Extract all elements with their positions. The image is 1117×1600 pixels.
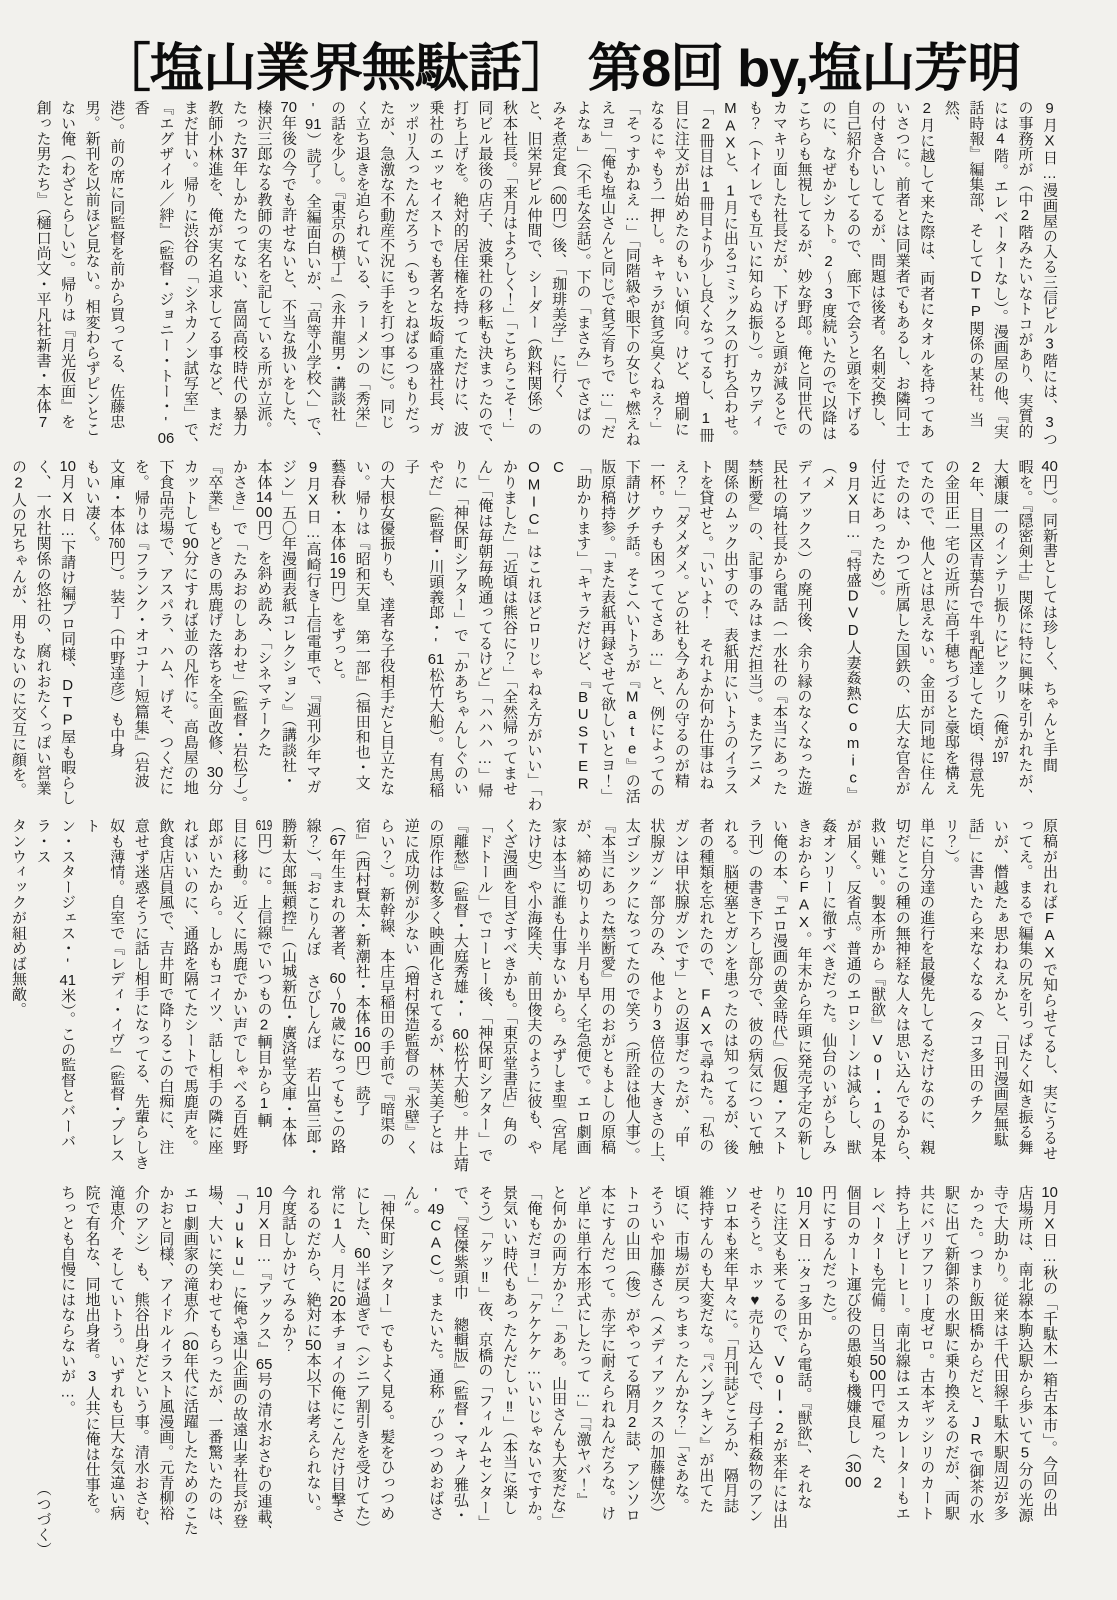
text-column: 民社の塙社長から電話（一水社の『本当にあった [770, 459, 788, 796]
text-column: MAXと、1月に出るコミックスの打ち合わせ。 [721, 100, 739, 445]
text-column: きおからFAX。年末から年頭に発売予定の新し [795, 818, 813, 1161]
text-column: 乗社のエッセイストでも著名な坂崎重盛社長、ガ [427, 100, 445, 437]
text-column: 秋本社長。「来月はよろしく！」「こちらこそ！」 [500, 100, 518, 437]
continuation-mark: （つづく） [34, 1480, 52, 1557]
text-column: 駅に出て新御茶の水駅に乗り換えるのだが、両駅 [942, 1185, 960, 1521]
text-column: 2月に越して来た際は、両者にタオルを持ってあ [918, 100, 936, 439]
text-column: たけ史）や小海隆夫、前田俊夫のように彼も、や [525, 818, 543, 1155]
text-column: ソロ本も来年早々に。「月刊誌どころか、隔月誌 [721, 1185, 739, 1513]
text-column: いが、僭越たぁ思わねえかと、「日刊漫画屋無駄 [991, 818, 1009, 1148]
text-column: てたので、他人とは思えない。金田が同地に住ん [918, 459, 936, 796]
text-column: れるのだから、絶対に50本以下は考えられない。 [304, 1185, 322, 1521]
text-column: 一杯。ウチも困っててさあ…」と、例によっての [648, 459, 666, 798]
text-column: そういや加藤さん（メディアックスの加藤健次） [648, 1185, 666, 1521]
text-column: 「俺もだヨ！」「ケケケケ…いいじゃないですか。 [525, 1185, 543, 1531]
text-column: 救い難い。製本所から『獣欲』Vol・1の見本 [869, 818, 887, 1163]
text-column: 10月X日…秋の「千駄木一箱古本市」。今回の出 [1041, 1185, 1058, 1517]
text-column: 太ゴシックになってたので笑う（所詮は他人事）。 [623, 818, 641, 1163]
text-column: エロ劇画家の滝恵介（80年代に活躍したためのこた [181, 1185, 199, 1536]
text-column: 維持すんのも大変だな。『パンプキン』が出てた [697, 1185, 715, 1513]
text-column: そう）「ケッ‼」夜、京橋の「フィルムセンター」 [476, 1185, 494, 1531]
text-column: の大根女優振りも、達者な子役相手だと目立たな [378, 459, 396, 796]
text-column: 藝春秋・本体1619円）をずっと。 [329, 459, 347, 688]
text-column: 切だとこの種の無神経な人々は思い込んでるから、 [893, 818, 911, 1170]
text-column: の付き合いしてるが、問題は後者。名刺交換し、 [869, 100, 887, 437]
text-column: まだ甘い。帰りに渋谷の「シネカノン試写室」で、 [181, 100, 199, 452]
text-column: と何かの両方か？」「ああ。山田さんも大変だな」 [550, 1185, 568, 1529]
text-column: 「神保町シアター」でもよく見る。髪をひっつめ [378, 1185, 396, 1521]
text-column: かおと同様、アイドルイラスト風漫画。元青柳裕 [157, 1185, 175, 1521]
text-column: りに注文も来てるので、Vol・2が来年には出 [770, 1185, 788, 1529]
text-column: 10月X日…タコ多田から電話。『獣欲』、それな [795, 1185, 813, 1510]
text-band-4 [30, 1185, 1061, 1557]
text-column: 版原稿持参。「また表紙再録させて欲しいとヨ！」 [599, 459, 617, 804]
text-column: 奴も薄情。自室で『レディ・イヴ』（監督・プレスト [83, 818, 126, 1163]
text-column: 姦オンリーに徹すべきだった。仙台のいがらしみ [820, 818, 838, 1155]
text-column: 介のアシ）も、熊谷出身だという事。清水おさむ、 [132, 1185, 150, 1536]
text-column: 状腺ガン〟部分のみ、他より3倍位の大きさの上、 [648, 818, 666, 1172]
text-column: 本にすんだって。赤字に耐えられねんだろな。け [599, 1185, 617, 1521]
text-column: 自己紹介もしてるので、廊下で会うと頭を下げる [844, 100, 862, 437]
text-column: 話」に書いたら来なくなる（タコ多田のチクリ？）。 [942, 818, 985, 1124]
text-column: 「Juku」に俺や遠山企画の故遠山孝社長が登 [230, 1185, 248, 1529]
text-column: 逆に成功例が少ない（増村保造監督の『氷壁』く [402, 818, 420, 1155]
text-column: く、一水社関係の悠社の、腐れおたくっぽい営業 [34, 459, 52, 796]
text-column: 創った男たち』（樋口尚文・平凡社新書・本体7 [34, 100, 52, 432]
text-column: 飲食店店員風で、吉井町で降りるこの白痴に、注 [157, 818, 175, 1155]
text-column: ッポリ入ったんだろう（もっとねばるつもりだっ [402, 100, 420, 437]
text-column: 円にするんだった）。 [820, 1185, 838, 1330]
text-column: 意せず迷惑そうに話し相手になってる、先輩らしき [132, 818, 150, 1170]
text-column: 場、大いに笑わせてもらったが、一番驚いたのは、 [206, 1185, 224, 1536]
text-column: 暇を。『隠密剣士』関係に特に興味を引かれたが、 [1016, 459, 1034, 804]
text-column: の金田正一宅の近所に高千穂ちづると豪邸を構え [942, 459, 960, 796]
text-column: 今度話しかけてみるか？ [280, 1185, 298, 1353]
text-column: も？（トイレでも互いに知らぬ振り）。カワディ [746, 100, 764, 430]
text-column: 院で有名な、同地出身者。3人共に俺は仕事を。 [83, 1185, 101, 1523]
text-column: が、締め切りより半月も早く宅急便で。エロ劇画 [574, 818, 592, 1155]
text-column: ど単に単行本形式にしたって…」「『激ヤバ！』 [574, 1185, 592, 1508]
text-column: トを貸せと。「いいよ！ それよか何か仕事はね [697, 459, 715, 791]
text-column: 70年後の今でも許せないと、不当な扱いをした、 [280, 100, 298, 437]
text-column: の話を少し。『東京の横丁』（永井龍男・講談社 [329, 100, 347, 422]
text-column: カマキリ面した社長だが、下げると頭が減るとで [770, 100, 788, 437]
text-column: '91）読了。全編面白いが、「高等小学校へ」で、 [304, 100, 322, 447]
text-column: やだ」（監督・川頭義郎・'61松竹大船）。有馬稲子 [402, 459, 445, 798]
text-column: 景気いい時代もあったんだしぃ‼」（本当に楽し [500, 1185, 518, 1515]
text-column: みそ煮定食（600円）後、「珈琲美学」に行く [550, 100, 568, 399]
text-column: なるにゃもう一押し。キャラが貧乏臭くねえ？」 [648, 100, 666, 437]
text-column: 文庫・本体760円）。装丁（中野達彦）も中身 [108, 459, 126, 758]
text-column: 店場所は、南北線本駒込駅から歩いて5分の光源 [1016, 1185, 1034, 1523]
text-column: 単に自分達の進行を最優先してるだけなのに、親 [918, 818, 936, 1155]
text-column: 『離愁』（監督・大庭秀雄・'60松竹大船）。井上靖 [451, 818, 469, 1172]
text-column: い。帰りは『昭和天皇 第一部』（福田和也・文 [353, 459, 371, 791]
text-column: 9月X日…高崎行き上信電車で、『週刊少年マガ [304, 459, 322, 795]
text-column: 目に移動。近くに馬鹿でかい声でしゃべる百姓野 [230, 818, 248, 1155]
text-column: 40円）。同新書としては珍しく、ちゃんと手間 [1041, 459, 1058, 773]
text-column: 『エグザイル／絆』（監督・ジョニー・トー・'06香 [132, 100, 175, 447]
text-column: い俺の本、『エロ漫画の黄金時代』（仮題・アスト [770, 818, 788, 1155]
text-column: 下食品売場で、アスパラ、ハム、げそ、つくだに [157, 459, 175, 796]
page-title: ［塩山業界無駄話］ 第8回 by,塩山芳明 [96, 40, 1021, 98]
text-column: 下請けグチ話。そこへいトうが『Mate』の活 [623, 459, 641, 804]
text-column: 大瀬康一のインテリ振りにビックリ（俺が197 [991, 459, 1009, 765]
text-column: 郎がいたから。しかもコイツ、話し相手の隣に座 [206, 818, 224, 1155]
text-column: 話時報』編集部、そしてDTP関係の某社。当然、 [942, 100, 985, 428]
text-column: くざ漫画を目ざすべきかも。「東京堂書店」角の [500, 818, 518, 1148]
text-column: 9月X日…漫画屋の入る三信ビル3階には、3つ [1041, 100, 1058, 447]
text-column: の事務所が（中2階みたいなトコがあり、実質的 [1016, 100, 1034, 439]
text-column: く立ち退きを迫られている、ラーメンの「秀栄」 [353, 100, 371, 437]
text-column: ジン」五〇年漫画表紙コレクション』（講談社・ [280, 459, 298, 789]
text-column: 「そっすかねえ…」「同階級や眼下の女じゃ燃えね [623, 100, 641, 447]
text-column: で、『怪傑紫頭巾 總輯版』（監督・マキノ雅弘・ [451, 1185, 469, 1523]
text-column: かさき」で「たみおのしあわせ」（監督・岩松了）。 [230, 459, 248, 812]
text-column: 勝新太郎無頼控』（山城新伍・廣済堂文庫・本体 [280, 818, 298, 1148]
text-column: 「2冊目は1冊目より少し良くなってるし、1冊 [697, 100, 715, 443]
text-column: '49CAC）。またいた。通称〝ひっつめおばさん〟。 [402, 1185, 445, 1521]
text-column: たが、急激な不動産不況に手を打つ事に）。同じ [378, 100, 396, 430]
text-column: もいい凄く。 [83, 459, 101, 551]
text-column: が届く。反省点。普通のエロシーンは減らし、獣 [844, 818, 862, 1155]
text-column: OMIC』はこれほどロリじゃねえ方がいい」「わ [525, 459, 543, 812]
text-column: 男。新刊を以前ほど見ない。相変わらずピンとこ [83, 100, 101, 437]
text-column: らい？）。新幹線、本庄早稲田の手前で『暗渠の [378, 818, 396, 1148]
text-band-2 [5, 459, 1061, 812]
text-column: でたのは、かつて所属した国鉄の、広大な官舎が [893, 459, 911, 796]
text-column: ん」「俺は毎朝毎晩通ってるけど」「ハハハ…」帰 [476, 459, 494, 798]
text-column: 関係のムック出すので、表紙用にいトうのイラス [721, 459, 739, 796]
text-column: え？」「ダメダメ。どの社も今あんの守るのが精 [672, 459, 690, 789]
text-column: を。帰りは『フランク・オコナー短篇集』（岩波 [132, 459, 150, 789]
text-column: 原稿が出ればFAXで知らせてるし、実にうるせ [1041, 818, 1058, 1161]
text-column: せそうと。ホッ♥売り込んで、母子相姦物のアン [746, 1185, 764, 1523]
text-column: 持ち上げヒーヒー。南北線はエスカレーターもエ [893, 1185, 911, 1521]
text-column: よなぁ」（不毛な会話）。下の「まさみ」でさばの [574, 100, 592, 437]
text-column: 「助かります」「キャラだけど、『BUSTER C [550, 459, 592, 793]
text-column: たった37年しかたってない、富岡高校時代の暴力 [230, 100, 248, 437]
text-column: 宿』（西村賢太・新潮社・本体1600円）読了 [353, 818, 371, 1116]
text-column: 共にバリアフリー度ゼロ。古本ギッシリのカート [918, 1185, 936, 1521]
text-column: ちっとも自慢にはならないが…。 [59, 1185, 77, 1416]
text-column: 目に注文が出始めたのもいい傾向。けど、増刷に [672, 100, 690, 437]
text-column: かった。つまり飯田橋からだと、JRで御茶の水 [967, 1185, 985, 1525]
text-column: （67年生まれの著者、60～70歳になってもこの路 [329, 818, 347, 1154]
text-column: 家は本当に誰も仕事ないから。みずしま聖（宮尾 [550, 818, 568, 1155]
text-column: 本体1400円）を斜め読み、「シネマテークた [255, 459, 273, 757]
text-column: ラ刊）の書き下ろし部分で、彼の病気について触 [746, 818, 764, 1155]
text-column: カットして90分にすれば並の凡作に。高島屋の地 [181, 459, 199, 796]
text-band-1 [30, 100, 1061, 453]
text-column: こちらも無視してるが、妙な野郎。俺と同世代の [795, 100, 813, 437]
text-column: かりました」「近頃は熊谷に？」「全然帰ってませ [500, 459, 518, 796]
text-column: 『卒業』もどきの馬鹿げた落ちを全面改修、30分 [206, 459, 224, 796]
text-column: には4階。エレベーターなし）。漫画屋の他、『実 [991, 100, 1009, 439]
text-column: 10月X日…『アックス』65号の清水おさむの連載、 [255, 1185, 273, 1540]
text-column: のに、なぜかシカト。2～3度続いたので以降は [820, 100, 838, 441]
text-column: 頃に、市場が戻っちまったんかな？」「さあな。 [672, 1185, 690, 1513]
text-column: 付近にあったため）。 [869, 459, 887, 605]
text-band-3 [5, 818, 1061, 1173]
text-column: 教師小林進を、俺が実名追求してる事など、まだ [206, 100, 224, 437]
text-column: 禁断愛』の、記事のみはまだ担当）。またアニメ [746, 459, 764, 789]
text-column: ればいいのに、通路を隔てたシートで馬鹿声を。 [181, 818, 199, 1155]
text-column: ない俺（わざとらしい）。帰りは『月光仮面』を [59, 100, 77, 430]
text-column: 10月X日…下請け編プロ同様、DTP屋も暇らし [59, 459, 77, 806]
text-column: 滝恵介、そしていトう。いずれも巨大な気違い病 [108, 1185, 126, 1521]
text-column: ン・スタージェス・'41米）。この監督とバーバラ・ス [34, 818, 77, 1149]
text-column: 619円）に。上信線でいつもの2輌目から1輌 [255, 818, 273, 1128]
text-column: 2年、目黒区青葉台で牛乳配達してた頃、得意先 [967, 459, 985, 798]
text-column: りに「神保町シアター」で「かあちゃんしぐのい [451, 459, 469, 796]
text-column: 個目のカート運び役の愚娘も機嫌良し（3000 [844, 1185, 862, 1490]
text-column: 9月X日…『特盛DVD人妻姦熱Comic』（メ [820, 459, 862, 803]
text-column: 打ち上げを。絶対的居住権を持ってただけに、波 [451, 100, 469, 437]
text-column: 榛沢三郎なる教師の実名を記している所が立派。 [255, 100, 273, 437]
text-column: ガンは甲状腺ガンです」との返事だったが、〝甲 [672, 818, 690, 1148]
text-column: 者の種類を忘れたので、FAXで尋ねた。「私の [697, 818, 715, 1154]
text-column: れる。脳梗塞とガンを患ったのは知ってるが、後 [721, 818, 739, 1155]
text-column: 港）。前の席に同監督を前から買ってる、佐藤忠 [108, 100, 126, 430]
text-column: レベーターも完備。日当5000円で雇った、2 [869, 1185, 887, 1492]
text-column: 線？）、『おこりんぼ さびしんぼ 若山富三郎・ [304, 818, 322, 1159]
text-column: の原作は数多く映画化されてるが、林芙美子とは [427, 818, 445, 1155]
text-column: いさつに。前者とは同業者でもあるし、お隣同士 [893, 100, 911, 437]
text-column: ってえ。まるで編集の尻を引っぱたく如き振る舞 [1016, 818, 1034, 1155]
text-column: の2人の兄ちゃんが、用もないのに交互に顔を。 [10, 459, 28, 798]
text-column: 「ドトール」でコーヒー後、「神保町シアター」で [476, 818, 494, 1163]
text-column: ディアックス）の廃刊後、余り縁のなくなった遊 [795, 459, 813, 796]
text-column: 『本当にあった禁断愛』用のおがともよしの原稿 [599, 818, 617, 1155]
text-column: タンウィックが組めば無敵。 [10, 818, 28, 1017]
text-column: と、旧栄昇ビル仲間で、シーダー（飲料関係）の [525, 100, 543, 437]
text-column: にした、60半ば過ぎで（シニア割引きを受けてた） [353, 1185, 371, 1536]
text-column: 常に1人。月に20本チョイの俺にこんだけ目撃さ [329, 1185, 347, 1523]
text-column: 寺で大助かり。従来は千代田線千駄木駅周辺が多 [991, 1185, 1009, 1521]
text-column: えヨ」「俺も塩山さんと同じで貧乏育ちで…」「だ [599, 100, 617, 439]
text-column: 同ビル最後の店子、波乗社の移転も決まったので、 [476, 100, 494, 452]
text-column: トコの山田（俊）がやってる隔月2誌、アンソロ [623, 1185, 641, 1523]
